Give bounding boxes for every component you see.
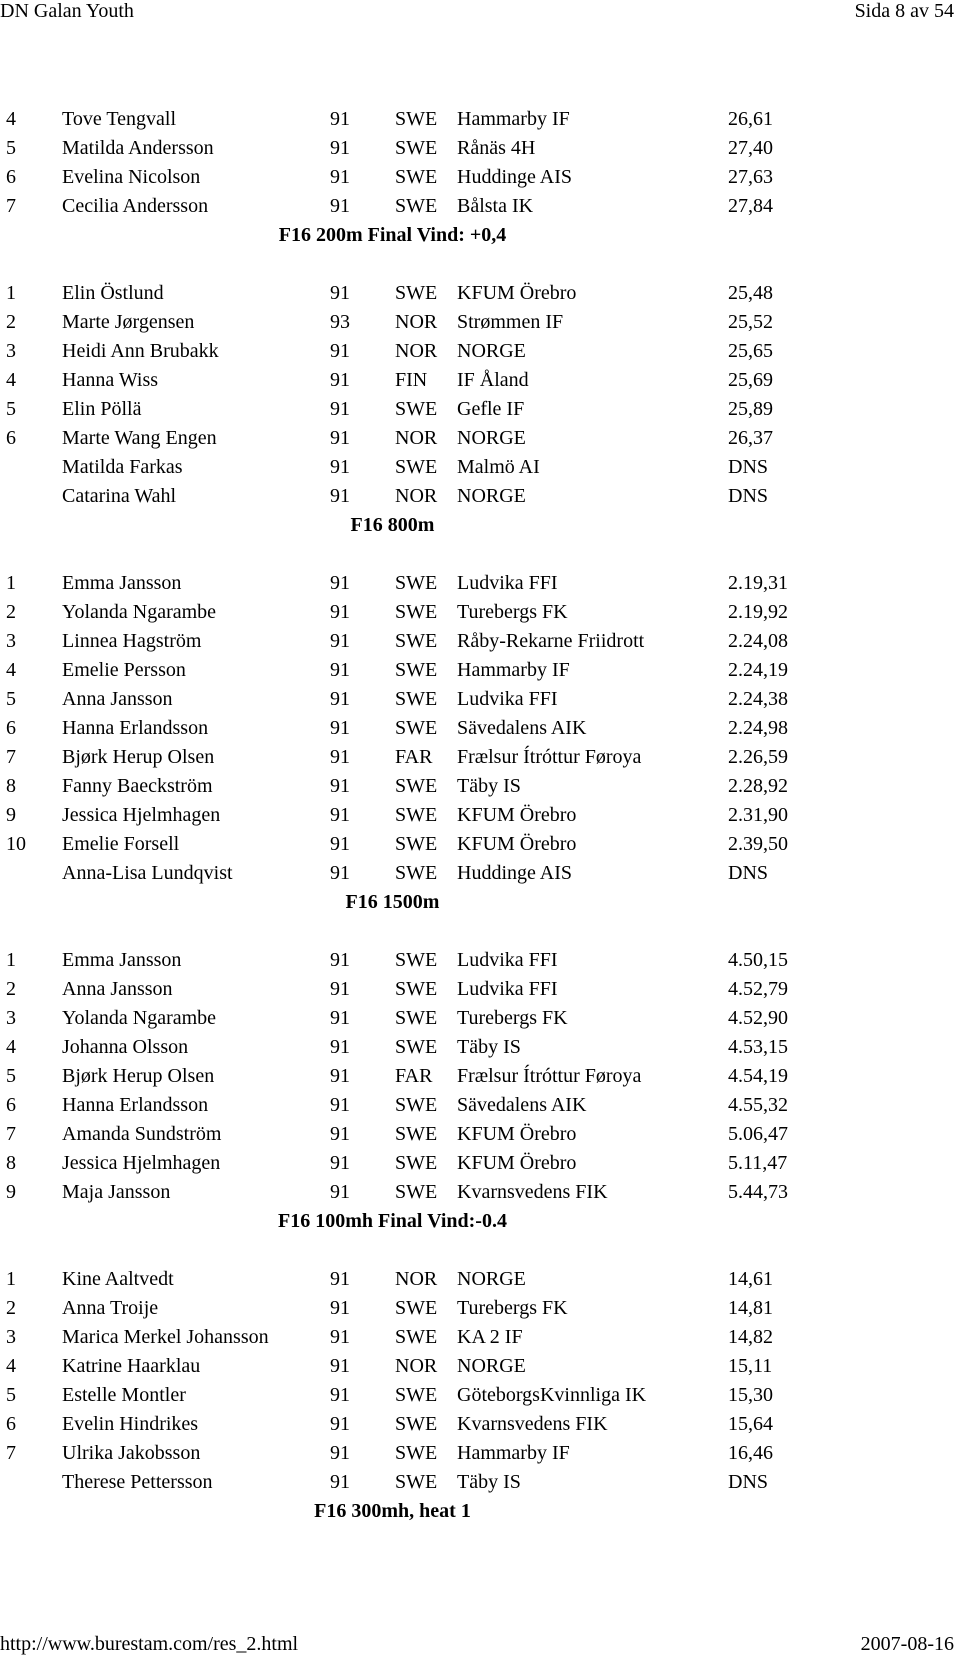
result-place: 6 — [6, 166, 16, 188]
result-name: Katrine Haarklau — [62, 1355, 201, 1377]
result-result: 2.24,19 — [728, 659, 788, 681]
result-result: 14,81 — [728, 1297, 773, 1319]
result-club: Råby-Rekarne Friidrott — [457, 630, 645, 652]
result-name: Cecilia Andersson — [62, 195, 209, 217]
result-country: SWE — [395, 166, 438, 188]
result-row — [0, 134, 960, 163]
result-place: 9 — [6, 1181, 16, 1203]
result-row — [0, 627, 960, 656]
result-club: Turebergs FK — [457, 601, 568, 623]
result-country: SWE — [395, 1442, 438, 1464]
result-place: 2 — [6, 978, 16, 1000]
result-row — [0, 424, 960, 453]
result-club: Ludvika FFI — [457, 688, 558, 710]
result-country: SWE — [395, 659, 438, 681]
result-club: Huddinge AIS — [457, 862, 572, 884]
result-row — [0, 1468, 960, 1497]
result-result: DNS — [728, 485, 769, 507]
result-name: Emelie Persson — [62, 659, 186, 681]
result-country: FIN — [395, 369, 428, 391]
result-club: Huddinge AIS — [457, 166, 572, 188]
result-result: 14,61 — [728, 1268, 773, 1290]
result-place: 6 — [6, 1413, 16, 1435]
result-country: SWE — [395, 1123, 438, 1145]
print-date: 2007-08-16 — [860, 1633, 954, 1655]
result-name: Emma Jansson — [62, 949, 182, 971]
event-heading — [0, 1207, 960, 1236]
result-place: 3 — [6, 1007, 16, 1029]
result-club: Bålsta IK — [457, 195, 534, 217]
result-club: NORGE — [457, 1355, 526, 1377]
result-year: 91 — [330, 1297, 350, 1319]
event-heading-text: F16 100mh Final Vind:-0.4 — [278, 1210, 507, 1232]
result-year: 91 — [330, 1471, 350, 1493]
result-name: Anna-Lisa Lundqvist — [62, 862, 233, 884]
result-result: 25,52 — [728, 311, 773, 333]
result-row — [0, 1410, 960, 1439]
result-club: Rånäs 4H — [457, 137, 536, 159]
result-result: 15,64 — [728, 1413, 773, 1435]
result-year: 91 — [330, 833, 350, 855]
result-row — [0, 279, 960, 308]
result-place: 6 — [6, 427, 16, 449]
result-place: 5 — [6, 137, 16, 159]
result-result: 4.52,79 — [728, 978, 788, 1000]
result-result: 27,63 — [728, 166, 773, 188]
result-row — [0, 163, 960, 192]
result-year: 91 — [330, 1413, 350, 1435]
result-club: Täby IS — [457, 775, 521, 797]
result-country: SWE — [395, 775, 438, 797]
result-year: 91 — [330, 485, 350, 507]
result-year: 91 — [330, 1268, 350, 1290]
result-result: 2.39,50 — [728, 833, 788, 855]
result-club: Frælsur Ítróttur Føroya — [457, 746, 642, 768]
result-year: 91 — [330, 1036, 350, 1058]
result-row — [0, 772, 960, 801]
result-club: Sävedalens AIK — [457, 1094, 587, 1116]
result-name: Maja Jansson — [62, 1181, 171, 1203]
event-heading-text: F16 200m Final Vind: +0,4 — [278, 224, 507, 246]
result-club: GöteborgsKvinnliga IK — [457, 1384, 647, 1406]
result-result: 27,84 — [728, 195, 773, 217]
result-result: 2.31,90 — [728, 804, 788, 826]
result-year: 91 — [330, 601, 350, 623]
result-row — [0, 656, 960, 685]
result-name: Tove Tengvall — [62, 108, 177, 130]
result-place: 7 — [6, 1442, 16, 1464]
result-place: 5 — [6, 1065, 16, 1087]
results-list — [0, 105, 960, 1555]
result-country: SWE — [395, 862, 438, 884]
result-country: SWE — [395, 804, 438, 826]
result-place: 3 — [6, 340, 16, 362]
event-heading-text: F16 300mh, heat 1 — [314, 1500, 471, 1522]
result-name: Kine Aaltvedt — [62, 1268, 174, 1290]
result-row — [0, 569, 960, 598]
result-row — [0, 743, 960, 772]
result-name: Elin Östlund — [62, 282, 164, 304]
result-name: Bjørk Herup Olsen — [62, 1065, 215, 1087]
result-name: Emelie Forsell — [62, 833, 180, 855]
result-country: SWE — [395, 978, 438, 1000]
result-row — [0, 1294, 960, 1323]
result-row — [0, 598, 960, 627]
result-country: NOR — [395, 340, 438, 362]
result-club: Hammarby IF — [457, 108, 570, 130]
result-row — [0, 395, 960, 424]
result-result: 2.28,92 — [728, 775, 788, 797]
result-result: 2.26,59 — [728, 746, 788, 768]
result-name: Hanna Erlandsson — [62, 1094, 209, 1116]
result-row — [0, 1439, 960, 1468]
event-heading — [0, 511, 960, 540]
event-heading — [0, 221, 960, 250]
result-country: SWE — [395, 1471, 438, 1493]
result-row — [0, 1120, 960, 1149]
result-result: 25,65 — [728, 340, 773, 362]
result-year: 91 — [330, 1065, 350, 1087]
result-country: SWE — [395, 630, 438, 652]
result-name: Jessica Hjelmhagen — [62, 804, 221, 826]
result-country: SWE — [395, 717, 438, 739]
result-result: 2.19,31 — [728, 572, 788, 594]
document-title: DN Galan Youth — [0, 0, 134, 22]
result-year: 91 — [330, 717, 350, 739]
result-country: NOR — [395, 1268, 438, 1290]
result-name: Ulrika Jakobsson — [62, 1442, 201, 1464]
result-name: Matilda Andersson — [62, 137, 214, 159]
result-row — [0, 482, 960, 511]
heading-spacer — [0, 1236, 960, 1265]
result-place: 4 — [6, 1036, 16, 1058]
result-row — [0, 1033, 960, 1062]
result-name: Anna Troije — [62, 1297, 159, 1319]
result-year: 91 — [330, 195, 350, 217]
result-result: 14,82 — [728, 1326, 773, 1348]
result-country: SWE — [395, 1094, 438, 1116]
result-result: 26,37 — [728, 427, 773, 449]
result-place: 8 — [6, 1152, 16, 1174]
result-year: 91 — [330, 804, 350, 826]
result-place: 5 — [6, 688, 16, 710]
result-year: 91 — [330, 1123, 350, 1145]
result-result: 2.24,98 — [728, 717, 788, 739]
result-name: Yolanda Ngarambe — [62, 601, 217, 623]
result-place: 6 — [6, 717, 16, 739]
result-country: SWE — [395, 108, 438, 130]
result-result: 15,30 — [728, 1384, 773, 1406]
result-place: 1 — [6, 949, 16, 971]
result-row — [0, 1091, 960, 1120]
result-year: 91 — [330, 1442, 350, 1464]
result-row — [0, 1323, 960, 1352]
result-row — [0, 192, 960, 221]
result-club: Ludvika FFI — [457, 572, 558, 594]
result-name: Emma Jansson — [62, 572, 182, 594]
result-place: 3 — [6, 1326, 16, 1348]
result-name: Elin Pöllä — [62, 398, 142, 420]
result-result: 2.19,92 — [728, 601, 788, 623]
result-club: Ludvika FFI — [457, 978, 558, 1000]
result-country: SWE — [395, 456, 438, 478]
result-club: Strømmen IF — [457, 311, 564, 333]
heading-spacer — [0, 250, 960, 279]
result-name: Anna Jansson — [62, 688, 173, 710]
result-country: SWE — [395, 1181, 438, 1203]
result-row — [0, 1381, 960, 1410]
result-place: 5 — [6, 1384, 16, 1406]
heading-spacer — [0, 540, 960, 569]
result-place: 3 — [6, 630, 16, 652]
result-country: SWE — [395, 1326, 438, 1348]
result-year: 91 — [330, 427, 350, 449]
result-name: Linnea Hagström — [62, 630, 202, 652]
result-name: Matilda Farkas — [62, 456, 183, 478]
result-country: SWE — [395, 1036, 438, 1058]
result-result: 25,89 — [728, 398, 773, 420]
result-row — [0, 859, 960, 888]
result-country: SWE — [395, 1413, 438, 1435]
result-club: IF Åland — [457, 369, 529, 391]
result-country: SWE — [395, 949, 438, 971]
result-result: 4.50,15 — [728, 949, 788, 971]
result-result: 25,69 — [728, 369, 773, 391]
result-country: SWE — [395, 1297, 438, 1319]
result-name: Bjørk Herup Olsen — [62, 746, 215, 768]
result-country: SWE — [395, 1152, 438, 1174]
result-name: Jessica Hjelmhagen — [62, 1152, 221, 1174]
result-country: NOR — [395, 1355, 438, 1377]
result-club: KFUM Örebro — [457, 282, 577, 304]
result-row — [0, 1004, 960, 1033]
result-country: SWE — [395, 1007, 438, 1029]
result-year: 91 — [330, 775, 350, 797]
result-year: 91 — [330, 949, 350, 971]
result-year: 91 — [330, 1384, 350, 1406]
result-country: SWE — [395, 137, 438, 159]
result-result: 4.55,32 — [728, 1094, 788, 1116]
result-year: 91 — [330, 1007, 350, 1029]
result-name: Fanny Baeckström — [62, 775, 213, 797]
result-year: 91 — [330, 456, 350, 478]
source-url[interactable]: http://www.burestam.com/res_2.html — [0, 1633, 299, 1655]
result-club: KFUM Örebro — [457, 1152, 577, 1174]
result-place: 1 — [6, 282, 16, 304]
result-year: 91 — [330, 108, 350, 130]
result-result: 5.06,47 — [728, 1123, 788, 1145]
result-club: Täby IS — [457, 1471, 521, 1493]
result-place: 9 — [6, 804, 16, 826]
result-country: NOR — [395, 485, 438, 507]
result-result: DNS — [728, 862, 769, 884]
result-name: Estelle Montler — [62, 1384, 186, 1406]
event-heading-text: F16 800m — [350, 514, 435, 536]
result-row — [0, 830, 960, 859]
result-club: NORGE — [457, 427, 526, 449]
heading-spacer — [0, 917, 960, 946]
result-name: Anna Jansson — [62, 978, 173, 1000]
result-year: 91 — [330, 630, 350, 652]
result-year: 91 — [330, 1181, 350, 1203]
result-country: SWE — [395, 601, 438, 623]
result-name: Amanda Sundström — [62, 1123, 222, 1145]
result-name: Hanna Erlandsson — [62, 717, 209, 739]
result-country: NOR — [395, 311, 438, 333]
result-club: Malmö AI — [457, 456, 540, 478]
result-club: Hammarby IF — [457, 659, 570, 681]
result-result: 4.53,15 — [728, 1036, 788, 1058]
result-name: Heidi Ann Brubakk — [62, 340, 219, 362]
result-result: 5.11,47 — [728, 1152, 788, 1174]
result-row — [0, 1149, 960, 1178]
result-year: 91 — [330, 659, 350, 681]
result-result: DNS — [728, 1471, 769, 1493]
result-year: 91 — [330, 137, 350, 159]
result-country: FAR — [395, 1065, 433, 1087]
result-place: 10 — [6, 833, 26, 855]
result-club: KFUM Örebro — [457, 804, 577, 826]
result-row — [0, 685, 960, 714]
result-club: Ludvika FFI — [457, 949, 558, 971]
result-name: Marte Wang Engen — [62, 427, 217, 449]
result-year: 91 — [330, 1355, 350, 1377]
event-heading-text: F16 1500m — [345, 891, 440, 913]
result-row — [0, 1178, 960, 1207]
result-year: 91 — [330, 340, 350, 362]
result-place: 2 — [6, 311, 16, 333]
result-year: 91 — [330, 978, 350, 1000]
result-name: Catarina Wahl — [62, 485, 177, 507]
result-club: NORGE — [457, 1268, 526, 1290]
result-country: SWE — [395, 833, 438, 855]
result-country: SWE — [395, 195, 438, 217]
result-row — [0, 1062, 960, 1091]
result-place: 4 — [6, 659, 16, 681]
result-result: 25,48 — [728, 282, 773, 304]
result-result: 2.24,38 — [728, 688, 788, 710]
result-place: 2 — [6, 601, 16, 623]
result-club: Hammarby IF — [457, 1442, 570, 1464]
result-result: 5.44,73 — [728, 1181, 788, 1203]
result-country: SWE — [395, 282, 438, 304]
result-name: Evelin Hindrikes — [62, 1413, 199, 1435]
result-club: Gefle IF — [457, 398, 525, 420]
result-place: 7 — [6, 195, 16, 217]
result-row — [0, 308, 960, 337]
event-heading — [0, 1497, 960, 1526]
result-name: Hanna Wiss — [62, 369, 159, 391]
result-club: KFUM Örebro — [457, 1123, 577, 1145]
result-place: 1 — [6, 572, 16, 594]
result-place: 6 — [6, 1094, 16, 1116]
result-year: 91 — [330, 1094, 350, 1116]
result-year: 91 — [330, 572, 350, 594]
result-place: 7 — [6, 1123, 16, 1145]
result-place: 2 — [6, 1297, 16, 1319]
result-row — [0, 946, 960, 975]
result-place: 8 — [6, 775, 16, 797]
result-name: Yolanda Ngarambe — [62, 1007, 217, 1029]
result-result: 27,40 — [728, 137, 773, 159]
result-country: SWE — [395, 688, 438, 710]
result-result: 2.24,08 — [728, 630, 788, 652]
result-place: 4 — [6, 369, 16, 391]
result-place: 4 — [6, 108, 16, 130]
result-year: 91 — [330, 1152, 350, 1174]
result-year: 93 — [330, 311, 350, 333]
result-row — [0, 1352, 960, 1381]
result-row — [0, 801, 960, 830]
result-year: 91 — [330, 1326, 350, 1348]
result-year: 91 — [330, 369, 350, 391]
heading-spacer — [0, 1526, 960, 1555]
result-result: 15,11 — [728, 1355, 773, 1377]
result-club: Turebergs FK — [457, 1007, 568, 1029]
result-club: Turebergs FK — [457, 1297, 568, 1319]
page-number: Sida 8 av 54 — [854, 0, 954, 22]
result-year: 91 — [330, 282, 350, 304]
result-place: 7 — [6, 746, 16, 768]
result-result: 4.52,90 — [728, 1007, 788, 1029]
result-club: Kvarnsvedens FIK — [457, 1413, 608, 1435]
result-country: FAR — [395, 746, 433, 768]
result-club: NORGE — [457, 340, 526, 362]
result-place: 1 — [6, 1268, 16, 1290]
result-country: SWE — [395, 398, 438, 420]
result-result: 26,61 — [728, 108, 773, 130]
result-row — [0, 714, 960, 743]
result-name: Marte Jørgensen — [62, 311, 195, 333]
result-row — [0, 366, 960, 395]
result-place: 4 — [6, 1355, 16, 1377]
result-year: 91 — [330, 398, 350, 420]
result-year: 91 — [330, 166, 350, 188]
result-club: Kvarnsvedens FIK — [457, 1181, 608, 1203]
result-name: Johanna Olsson — [62, 1036, 189, 1058]
result-year: 91 — [330, 688, 350, 710]
result-name: Evelina Nicolson — [62, 166, 201, 188]
result-country: NOR — [395, 427, 438, 449]
result-row — [0, 453, 960, 482]
result-club: KA 2 IF — [457, 1326, 523, 1348]
result-country: SWE — [395, 572, 438, 594]
result-year: 91 — [330, 746, 350, 768]
result-club: NORGE — [457, 485, 526, 507]
result-row — [0, 975, 960, 1004]
result-club: KFUM Örebro — [457, 833, 577, 855]
result-club: Täby IS — [457, 1036, 521, 1058]
result-result: 4.54,19 — [728, 1065, 788, 1087]
result-row — [0, 337, 960, 366]
result-row — [0, 1265, 960, 1294]
event-heading — [0, 888, 960, 917]
result-country: SWE — [395, 1384, 438, 1406]
result-year: 91 — [330, 862, 350, 884]
result-club: Frælsur Ítróttur Føroya — [457, 1065, 642, 1087]
result-club: Sävedalens AIK — [457, 717, 587, 739]
result-result: DNS — [728, 456, 769, 478]
result-name: Marica Merkel Johansson — [62, 1326, 269, 1348]
result-result: 16,46 — [728, 1442, 773, 1464]
result-row — [0, 105, 960, 134]
result-name: Therese Pettersson — [62, 1471, 213, 1493]
result-place: 5 — [6, 398, 16, 420]
